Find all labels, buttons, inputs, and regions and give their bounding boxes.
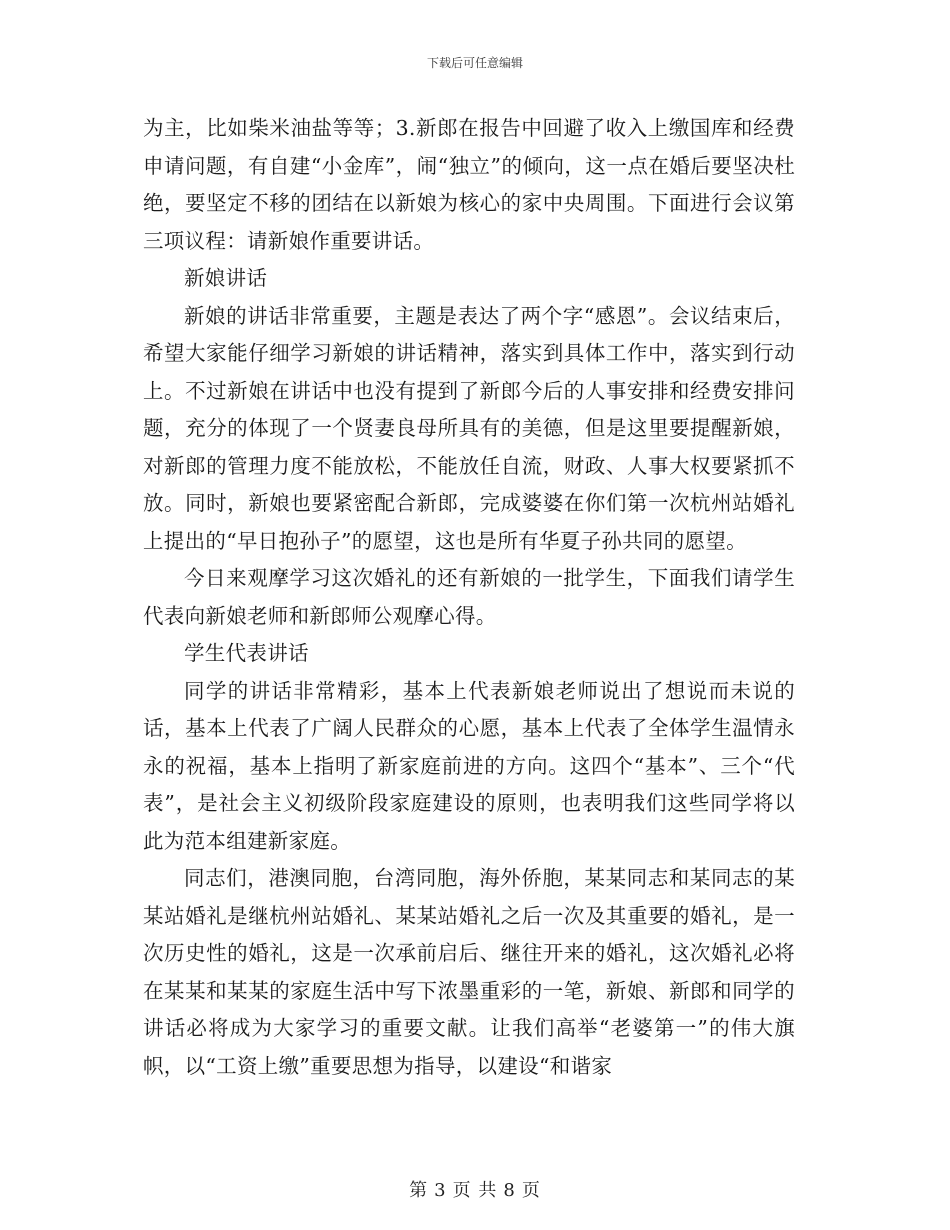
paragraph: 同志们，港澳同胞，台湾同胞，海外侨胞，某某同志和某同志的某某站婚礼是继杭州站婚礼、某某站婚礼之后一次及其重要的婚礼，是一次历史性的婚礼，这是一次承前启后、继往开来的婚礼，这次婚礼必将在某某和某某的家庭生活中写下浓墨重彩的一笔，新娘、新郎和同学的讲话必将成为大家学习的重要文献。让我们高举“老婆第一”的伟大旗帜，以“工资上缴”重要思想为指导，以建设“和谐家: [143, 866, 795, 1078]
page-header: 下载后可任意编辑: [426, 56, 523, 70]
paragraph: 今日来观摩学习这次婚礼的还有新娘的一批学生，下面我们请学生代表向新娘老师和新郎师公观摩心得。: [143, 566, 795, 628]
footer-prefix: 第: [409, 1180, 429, 1201]
paragraph: 为主，比如柴米油盐等等；3.新郎在报告中回避了收入上缴国库和经费申请问题，有自建“小金库”，闹“独立”的倾向，这一点在婚后要坚决杜绝，要坚定不移的团结在以新娘为核心的家中央周围。下面进行会议第三项议程：请新娘作重要讲话。: [143, 116, 795, 253]
paragraph: 同学的讲话非常精彩，基本上代表新娘老师说出了想说而未说的话，基本上代表了广阔人民群众的心愿，基本上代表了全体学生温情永永的祝福，基本上指明了新家庭前进的方向。这四个“基本”、三个“代表”，是社会主义初级阶段家庭建设的原则，也表明我们这些同学将以此为范本组建新家庭。: [143, 678, 795, 853]
section-heading: 新娘讲话: [184, 266, 268, 290]
document-body: [143, 110, 795, 1085]
footer-suffix: 页: [521, 1180, 541, 1201]
footer-page-number: 3: [434, 1180, 447, 1201]
section-heading: 学生代表讲话: [184, 641, 309, 665]
footer-mid: 页 共: [452, 1180, 498, 1201]
page-footer: [0, 1176, 950, 1202]
paragraph: 新娘的讲话非常重要，主题是表达了两个字“感恩”。会议结束后，希望大家能仔细学习新娘的讲话精神，落实到具体工作中，落实到行动上。不过新娘在讲话中也没有提到了新郎今后的人事安排和经费安排问题，充分的体现了一个贤妻良母所具有的美德，但是这里要提醒新娘，对新郎的管理力度不能放松，不能放任自流，财政、人事大权要紧抓不放。同时，新娘也要紧密配合新郎，完成婆婆在你们第一次杭州站婚礼上提出的“早日抱孙子”的愿望，这也是所有华夏子孙共同的愿望。: [143, 303, 795, 553]
footer-total-pages: 8: [503, 1180, 516, 1201]
